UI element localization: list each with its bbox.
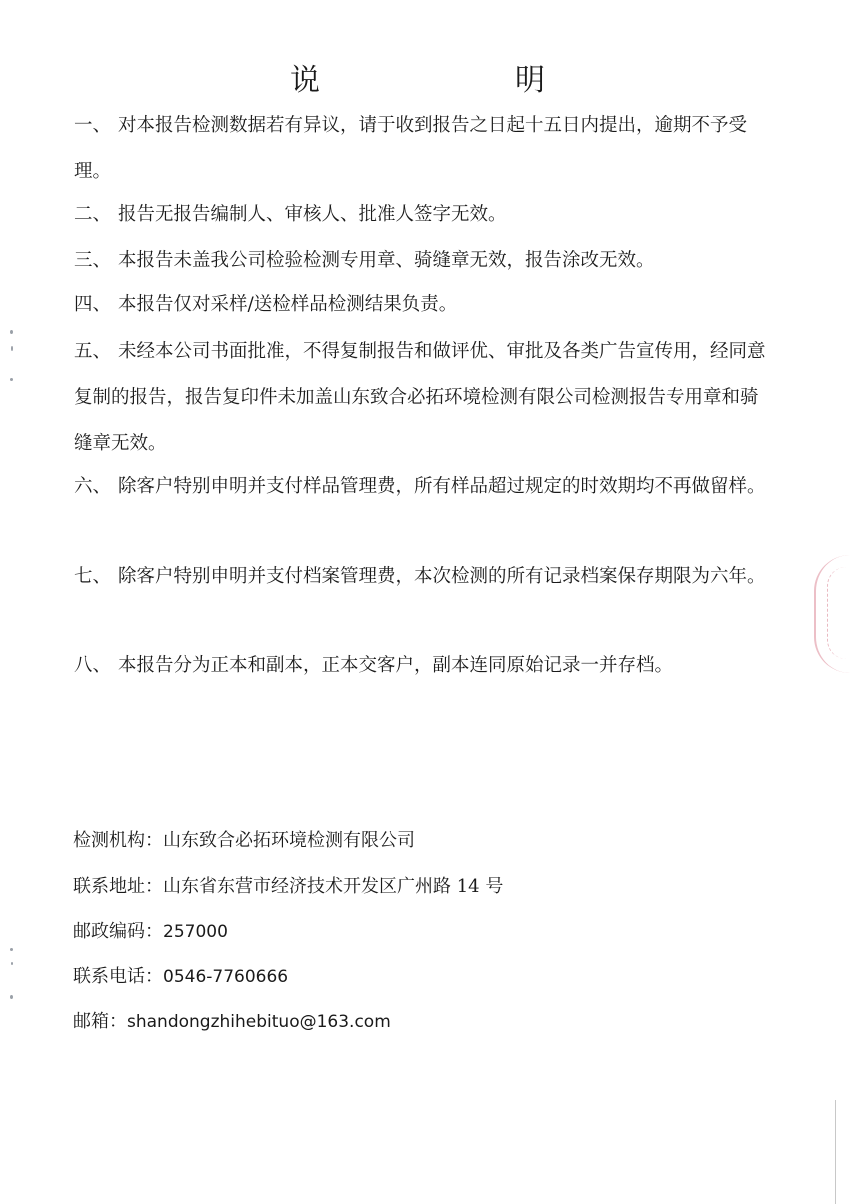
phone-value: 0546-7760666 — [163, 967, 289, 987]
clause-text: 本报告仅对采样/送检样品检测结果负责。 — [118, 294, 458, 315]
clause-number: 五、 — [74, 341, 112, 362]
clause-number: 四、 — [74, 294, 112, 315]
email-label: 邮箱： — [73, 1011, 127, 1032]
scan-speck — [11, 346, 13, 351]
phone-label: 联系电话： — [73, 966, 163, 987]
clause-1 — [74, 103, 774, 195]
contact-email — [73, 1007, 391, 1037]
clause-3 — [74, 238, 774, 284]
contact-organization — [73, 826, 415, 856]
scan-speck — [10, 378, 13, 381]
clause-number: 一、 — [74, 115, 112, 136]
seam-stamp-inner-ring — [827, 567, 846, 659]
clause-6 — [74, 464, 774, 510]
clause-number: 八、 — [74, 655, 112, 676]
address-label: 联系地址： — [73, 876, 163, 897]
contact-phone — [73, 962, 288, 992]
clause-5 — [74, 329, 774, 467]
organization-value: 山东致合必拓环境检测有限公司 — [163, 830, 415, 851]
clause-number: 三、 — [74, 250, 112, 271]
scan-speck — [10, 330, 13, 334]
clause-text: 除客户特别申明并支付样品管理费，所有样品超过规定的时效期均不再做留样。 — [118, 476, 766, 497]
clause-number: 二、 — [74, 204, 112, 225]
clause-number: 六、 — [74, 476, 112, 497]
zip-value: 257000 — [163, 922, 228, 942]
contact-zip — [73, 917, 228, 947]
clause-2 — [74, 192, 774, 238]
scan-speck — [10, 948, 13, 951]
clause-4 — [74, 282, 774, 328]
zip-label: 邮政编码： — [73, 921, 163, 942]
clause-8 — [74, 643, 774, 689]
clause-text: 未经本公司书面批准，不得复制报告和做评优、审批及各类广告宣传用，经同意复制的报告，报告复印件未加盖山东致合必拓环境检测有限公司检测报告专用章和骑缝章无效。 — [74, 341, 766, 454]
scan-speck — [11, 962, 13, 965]
organization-label: 检测机构： — [73, 830, 163, 851]
page-edge-line — [835, 1100, 836, 1204]
address-value: 山东省东营市经济技术开发区广州路 14 号 — [163, 876, 504, 897]
clause-text: 本报告分为正本和副本，正本交客户，副本连同原始记录一并存档。 — [118, 655, 674, 676]
document-title — [0, 58, 850, 108]
title-char-left: 说 — [290, 63, 322, 98]
clause-number: 七、 — [74, 566, 112, 587]
clause-text: 报告无报告编制人、审核人、批准人签字无效。 — [118, 204, 507, 225]
email-value: shandongzhihebituo@163.com — [127, 1012, 391, 1032]
seam-stamp-edge — [814, 555, 850, 673]
clause-text: 对本报告检测数据若有异议，请于收到报告之日起十五日内提出，逾期不予受理。 — [74, 115, 748, 182]
clause-7 — [74, 554, 774, 600]
contact-address — [73, 872, 503, 902]
scan-speck — [10, 995, 13, 999]
title-char-right: 明 — [515, 63, 547, 98]
clause-text: 除客户特别申明并支付档案管理费，本次检测的所有记录档案保存期限为六年。 — [118, 566, 766, 587]
clause-text: 本报告未盖我公司检验检测专用章、骑缝章无效，报告涂改无效。 — [118, 250, 655, 271]
